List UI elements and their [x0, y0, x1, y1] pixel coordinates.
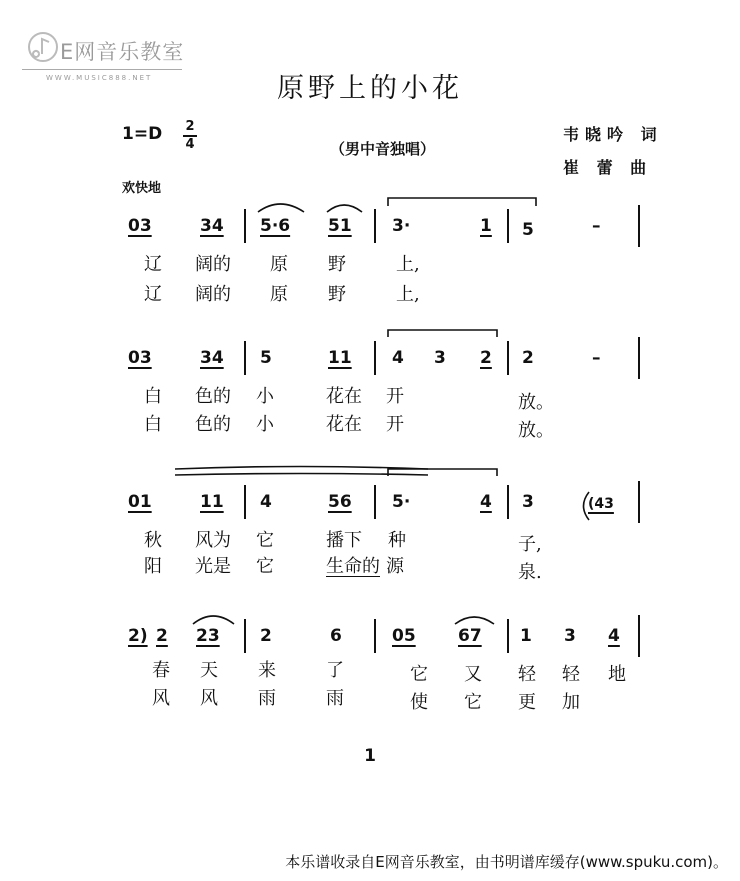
tie-bracket [388, 330, 497, 337]
bar-line [638, 337, 640, 379]
note: 3 [564, 626, 576, 646]
phrase-line [175, 474, 428, 476]
lyric: 野 [328, 284, 346, 305]
slur [327, 205, 362, 212]
lyric: 花在 [326, 414, 362, 435]
lyric: 小 [256, 386, 274, 407]
performance-note: （男中音独唱） [330, 140, 436, 158]
lyric: 它 [410, 664, 428, 685]
lyric: 放。 [518, 392, 554, 413]
lyric: 秋 [144, 530, 162, 551]
song-title: 原野上的小花 [277, 73, 463, 104]
bar-line [244, 485, 246, 519]
lyric: 轻 [518, 664, 536, 685]
lyric: 白 [144, 414, 162, 435]
note: 2 [260, 626, 272, 646]
note: 5 [260, 348, 272, 368]
note: 05 [392, 626, 416, 646]
bar-line [374, 209, 376, 243]
lyric: 更 [518, 692, 536, 713]
lyric: 风为 [195, 530, 231, 551]
note: 5 [522, 220, 534, 240]
time-top: 2 [185, 119, 195, 134]
lyric: 上, [396, 284, 420, 305]
time-bottom: 4 [185, 137, 195, 152]
note: 2 [156, 626, 168, 646]
lyric: 辽 [144, 254, 162, 275]
note: 11 [200, 492, 224, 512]
lyric: 野 [328, 254, 346, 275]
site-url: WWW.MUSIC888.NET [46, 74, 153, 82]
lyric: 地 [608, 664, 626, 685]
lyric: 风 [152, 688, 170, 709]
bar-line [374, 619, 376, 653]
note: 4 [608, 626, 620, 646]
bar-line [507, 209, 509, 243]
bar-line [638, 615, 640, 657]
slur [193, 616, 234, 624]
lyric: 天 [200, 660, 218, 681]
lyric: 阔的 [195, 254, 231, 275]
bar-line [374, 341, 376, 375]
note: 11 [328, 348, 352, 368]
note: – [592, 216, 601, 236]
site-name: E网音乐教室 [60, 40, 185, 64]
lyric: 开 [386, 386, 404, 407]
lyric: 白 [144, 386, 162, 407]
lyric: 上, [396, 254, 420, 275]
lyric: 小 [256, 414, 274, 435]
note: 6 [330, 626, 342, 646]
note: – [592, 348, 601, 368]
lyric: 原 [270, 254, 288, 275]
note: 5· [392, 492, 411, 512]
lyric: 开 [386, 414, 404, 435]
note: (43 [588, 496, 614, 512]
note: 67 [458, 626, 482, 646]
bar-line [507, 485, 509, 519]
lyric: 它 [256, 556, 274, 577]
note: 3· [392, 216, 411, 236]
lyric: 花在 [326, 386, 362, 407]
note: 4 [260, 492, 272, 512]
note: 56 [328, 492, 352, 512]
slur [455, 617, 494, 624]
note: 51 [328, 216, 352, 236]
bar-line [638, 205, 640, 247]
note: 1 [520, 626, 532, 646]
note: 23 [196, 626, 220, 646]
bar-line [244, 619, 246, 653]
lyric: 色的 [195, 414, 231, 435]
bar-line [244, 209, 246, 243]
lyric: 它 [256, 530, 274, 551]
lyric: 色的 [195, 386, 231, 407]
lyric: 轻 [562, 664, 580, 685]
bar-line [507, 341, 509, 375]
footer-credit: 本乐谱收录自E网音乐教室，由书明谱库缓存(www.spuku.com)。 [285, 853, 728, 871]
note: 5·6 [260, 216, 291, 236]
lyric: 阳 [144, 556, 162, 577]
lyric: 阔的 [195, 284, 231, 305]
note: 2) [128, 626, 148, 646]
key-signature: 1=D [122, 124, 163, 144]
page-number: 1 [364, 746, 376, 766]
lyric: 加 [562, 692, 580, 713]
composer-credit: 崔 蕾 曲 [563, 158, 653, 177]
note: 3 [522, 492, 534, 512]
lyric: 春 [152, 660, 170, 681]
lyric: 播下 [326, 530, 362, 551]
lyric: 光是 [195, 556, 231, 577]
lyric: 生命的 [326, 556, 380, 577]
note: 34 [200, 348, 224, 368]
lyric: 雨 [258, 688, 276, 709]
bar-line [374, 485, 376, 519]
note: 03 [128, 216, 152, 236]
bar-line [244, 341, 246, 375]
lyric: 它 [464, 692, 482, 713]
lyricist-credit: 韦晓吟 词 [563, 125, 663, 144]
slur [258, 204, 304, 212]
note: 2 [522, 348, 534, 368]
note: 1 [480, 216, 492, 236]
lyric: 源 [386, 556, 404, 577]
lyric: 种 [388, 530, 406, 551]
note: 2 [480, 348, 492, 368]
lyric: 了 [326, 660, 344, 681]
note: 34 [200, 216, 224, 236]
lyric: 放。 [518, 420, 554, 441]
note: 3 [434, 348, 446, 368]
lyric: 辽 [144, 284, 162, 305]
bar-line [638, 481, 640, 523]
lyric: 又 [464, 664, 482, 685]
lyric: 雨 [326, 688, 344, 709]
note: 01 [128, 492, 152, 512]
lyric: 使 [410, 692, 428, 713]
note: 4 [480, 492, 492, 512]
lyric: 原 [270, 284, 288, 305]
note: 4 [392, 348, 404, 368]
note: 03 [128, 348, 152, 368]
tempo-marking: 欢快地 [122, 181, 162, 196]
lyric: 泉. [518, 562, 542, 583]
lyric: 子, [518, 534, 542, 555]
bar-line [507, 619, 509, 653]
lyric: 来 [258, 660, 276, 681]
lyric: 风 [200, 688, 218, 709]
tie-bracket [388, 198, 536, 206]
